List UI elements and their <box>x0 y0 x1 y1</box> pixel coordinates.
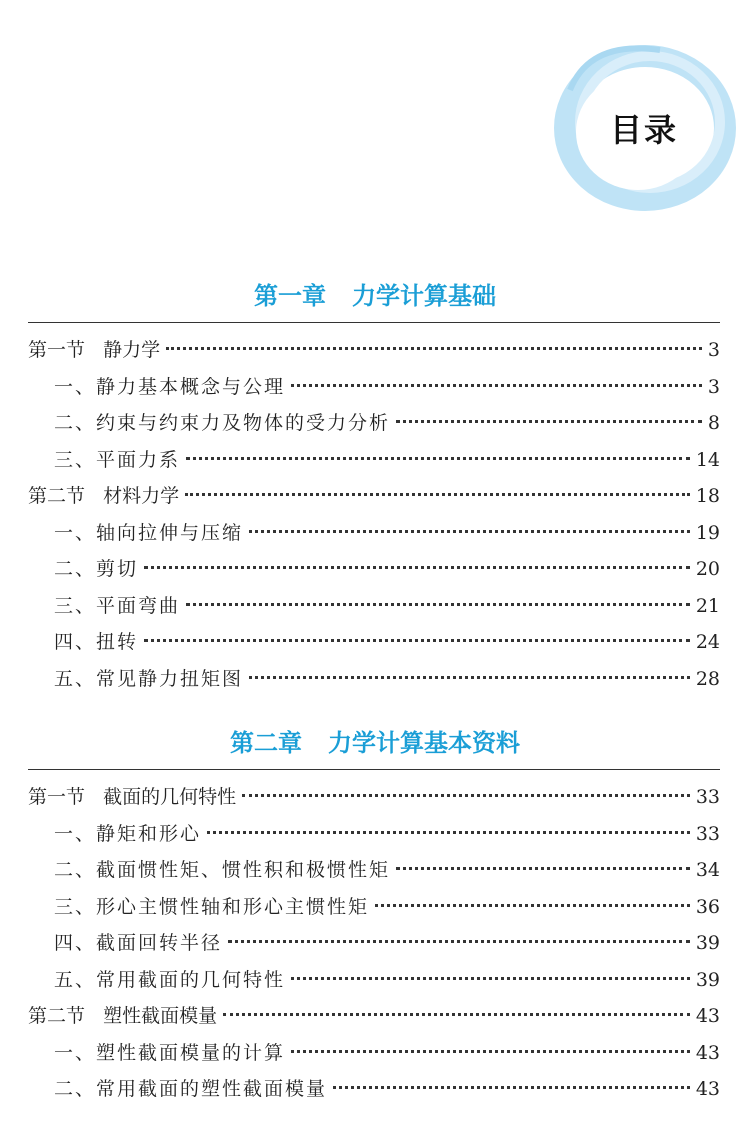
dot-leader <box>186 603 690 606</box>
entry-label <box>54 855 390 885</box>
dot-leader <box>333 1086 690 1089</box>
entry-label <box>28 481 179 511</box>
toc-section-entry[interactable] <box>28 481 720 511</box>
toc-subsection-entry[interactable] <box>54 1038 720 1068</box>
toc-subsection-entry[interactable] <box>54 1074 720 1104</box>
entry-label <box>54 928 222 958</box>
entry-name: 常用截面的塑性截面模量 <box>96 1078 328 1100</box>
entry-label <box>54 1038 285 1068</box>
toc-subsection-entry[interactable] <box>54 408 720 438</box>
toc-subsection-entry[interactable] <box>54 855 720 885</box>
dot-leader <box>375 904 690 907</box>
toc-section-entry[interactable] <box>28 782 720 812</box>
entry-label <box>54 554 138 584</box>
entry-number: 一、 <box>54 521 97 544</box>
page-title: 目录 <box>610 111 679 149</box>
dot-leader <box>242 794 690 797</box>
page-number: 8 <box>707 412 720 434</box>
entry-number: 第二节 <box>28 485 86 507</box>
toc-subsection-entry[interactable] <box>54 372 720 402</box>
chapter-rule <box>28 322 720 323</box>
page-number: 18 <box>695 485 720 507</box>
entry-number: 二、 <box>54 1078 97 1100</box>
entry-name: 材料力学 <box>103 485 180 507</box>
page-number: 34 <box>695 859 720 881</box>
entry-name: 平面力系 <box>96 448 181 471</box>
entry-label <box>54 664 243 694</box>
dot-leader <box>186 457 690 460</box>
dot-leader <box>291 1050 690 1053</box>
chapter-name: 力学计算基础 <box>352 282 496 310</box>
dot-leader <box>249 530 690 533</box>
dot-leader <box>144 566 690 569</box>
page-number: 39 <box>695 932 720 954</box>
toc-subsection-entry[interactable] <box>54 928 720 958</box>
entry-name: 形心主惯性轴和形心主惯性矩 <box>96 895 370 918</box>
page-number: 33 <box>695 786 720 808</box>
entry-name: 约束与约束力及物体的受力分析 <box>96 412 391 434</box>
entry-number: 第一节 <box>28 786 86 808</box>
entry-number: 四、 <box>54 631 97 653</box>
entry-name: 剪切 <box>96 558 139 580</box>
entry-number: 第二节 <box>28 1005 86 1027</box>
page-number: 3 <box>707 375 720 398</box>
dot-leader <box>291 384 702 387</box>
toc-subsection-entry[interactable] <box>54 445 720 475</box>
entry-name: 静矩和形心 <box>96 822 202 845</box>
entry-label <box>54 408 390 438</box>
page-number: 21 <box>695 594 720 617</box>
entry-number: 一、 <box>54 1041 97 1064</box>
entry-name: 扭转 <box>96 631 139 653</box>
dot-leader <box>223 1013 690 1016</box>
dot-leader <box>228 940 690 943</box>
dot-leader <box>249 676 690 679</box>
entry-name: 塑性截面模量的计算 <box>96 1041 286 1064</box>
toc-subsection-entry[interactable] <box>54 554 720 584</box>
entry-label <box>28 1001 217 1031</box>
entry-number: 三、 <box>54 448 97 471</box>
toc-subsection-entry[interactable] <box>54 591 720 621</box>
page-number: 28 <box>695 667 720 690</box>
dot-leader <box>185 493 690 496</box>
toc-section-entry[interactable] <box>28 1001 720 1031</box>
entry-number: 二、 <box>54 558 97 580</box>
page-number: 14 <box>695 448 720 471</box>
entry-number: 一、 <box>54 822 97 845</box>
entry-label <box>54 1074 327 1104</box>
entry-name: 截面回转半径 <box>96 932 223 954</box>
toc-subsection-entry[interactable] <box>54 664 720 694</box>
entry-name: 常见静力扭矩图 <box>96 667 244 690</box>
page-number: 20 <box>695 558 720 580</box>
entry-label <box>54 627 138 657</box>
page-number: 43 <box>695 1041 720 1064</box>
dot-leader <box>144 639 690 642</box>
entry-label <box>28 782 236 812</box>
page-number: 36 <box>695 895 720 918</box>
entry-number: 二、 <box>54 859 97 881</box>
entry-name: 静力基本概念与公理 <box>96 375 286 398</box>
page-number: 19 <box>695 521 720 544</box>
entry-label <box>54 372 285 402</box>
entry-number: 一、 <box>54 375 97 398</box>
chapter-number: 第二章 <box>230 729 302 757</box>
entry-number: 三、 <box>54 895 97 918</box>
dot-leader <box>396 867 690 870</box>
page-number: 43 <box>695 1005 720 1027</box>
entry-label <box>54 819 201 849</box>
entry-number: 三、 <box>54 594 97 617</box>
entry-name: 常用截面的几何特性 <box>96 968 286 991</box>
chapter-heading <box>0 723 750 758</box>
entry-number: 五、 <box>54 968 97 991</box>
page-number: 3 <box>707 339 720 361</box>
entry-name: 轴向拉伸与压缩 <box>96 521 244 544</box>
toc-section-entry[interactable] <box>28 335 720 365</box>
toc-subsection-entry[interactable] <box>54 965 720 995</box>
entry-number: 五、 <box>54 667 97 690</box>
entry-label <box>54 591 180 621</box>
toc-subsection-entry[interactable] <box>54 627 720 657</box>
page-number: 43 <box>695 1078 720 1100</box>
entry-name: 静力学 <box>103 339 161 361</box>
chapter-name: 力学计算基本资料 <box>328 729 520 757</box>
entry-name: 塑性截面模量 <box>103 1005 218 1027</box>
entry-name: 截面的几何特性 <box>103 786 237 808</box>
entry-label <box>54 892 369 922</box>
chapter-heading <box>0 276 750 311</box>
entry-number: 四、 <box>54 932 97 954</box>
page-number: 33 <box>695 822 720 845</box>
entry-label <box>54 518 243 548</box>
entry-label <box>28 335 160 365</box>
page-number: 24 <box>695 631 720 653</box>
dot-leader <box>166 347 702 350</box>
chapter-rule <box>28 769 720 770</box>
entry-number: 第一节 <box>28 339 86 361</box>
toc-subsection-entry[interactable] <box>54 819 720 849</box>
entry-name: 截面惯性矩、惯性积和极惯性矩 <box>96 859 391 881</box>
entry-number: 二、 <box>54 412 97 434</box>
chapter-number: 第一章 <box>254 282 326 310</box>
dot-leader <box>207 831 690 834</box>
entry-name: 平面弯曲 <box>96 594 181 617</box>
dot-leader <box>396 420 702 423</box>
dot-leader <box>291 977 690 980</box>
entry-label <box>54 445 180 475</box>
entry-label <box>54 965 285 995</box>
toc-subsection-entry[interactable] <box>54 892 720 922</box>
page-number: 39 <box>695 968 720 991</box>
toc-subsection-entry[interactable] <box>54 518 720 548</box>
